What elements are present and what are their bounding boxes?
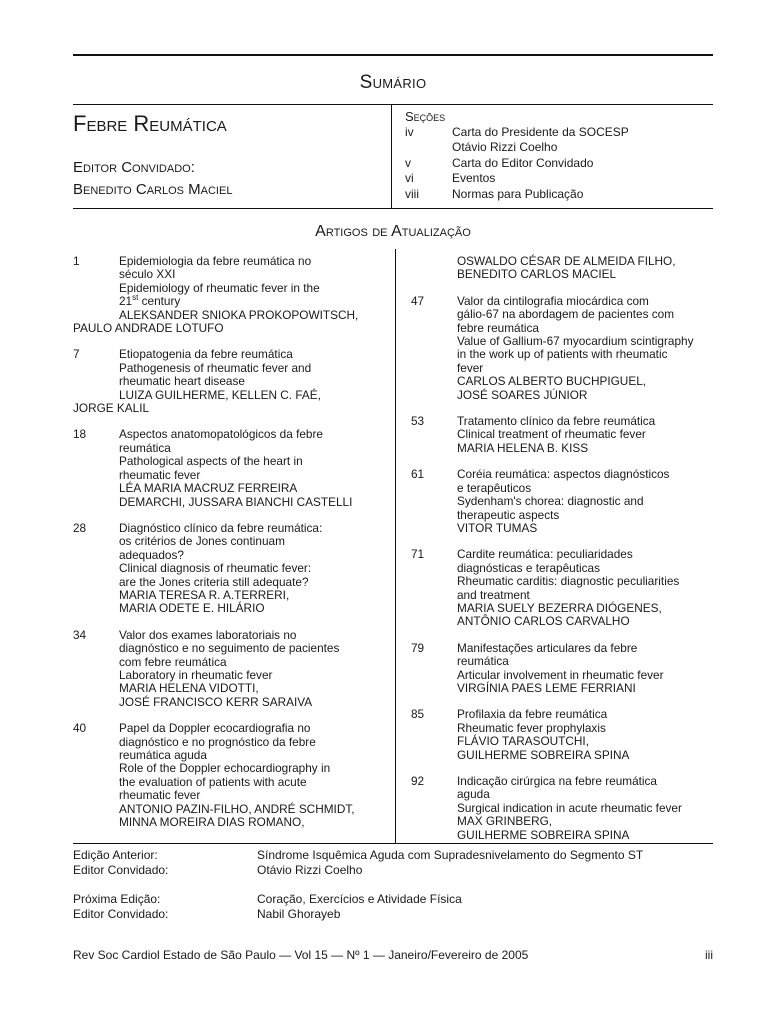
article-title-line: Epidemiology of rheumatic fever in the	[119, 280, 320, 295]
article-page: 34	[73, 627, 87, 642]
article-entry	[411, 708, 713, 762]
article-authors: MARIA HELENA VIDOTTI,	[119, 681, 259, 696]
article-title-line: and treatment	[457, 587, 530, 602]
next-editor-value: Nabil Ghorayeb	[257, 907, 341, 921]
article-title-line: rheumatic fever	[119, 788, 201, 803]
article-authors: LÉA MARIA MACRUZ FERREIRA	[119, 481, 298, 496]
article-entry	[411, 468, 713, 535]
article-title-line: febre reumática	[457, 320, 539, 335]
article-body	[457, 708, 713, 762]
article-title-line: Epidemiologia da febre reumática no	[119, 254, 312, 268]
article-title-line: Diagnóstico clínico da febre reumática:	[119, 520, 323, 535]
article-title-line: Clinical treatment of rheumatic fever	[457, 427, 646, 442]
article-title-line: adequados?	[119, 547, 184, 562]
article-row	[411, 642, 713, 696]
secoes-list	[405, 125, 629, 203]
article-title-line: Indicação cirúrgica na febre reumática	[457, 774, 657, 788]
article-authors: GUILHERME SOBREIRA SPINA	[457, 747, 630, 762]
ordinal-suffix: st	[132, 293, 139, 303]
article-title-line: Clinical diagnosis of rheumatic fever:	[119, 561, 312, 576]
prev-editor-row	[73, 863, 713, 878]
articles-left-column	[73, 249, 396, 843]
article-authors: JOSÉ SOARES JÚNIOR	[457, 387, 588, 402]
article-title-line: Laboratory in rheumatic fever	[119, 667, 273, 682]
article-body	[457, 255, 713, 282]
article-authors: FLÁVIO TARASOUTCHI,	[457, 734, 589, 749]
article-page: 1	[73, 254, 80, 268]
article-page: 53	[411, 414, 425, 429]
article-body	[119, 722, 395, 829]
article-title-line: Value of Gallium-67 myocardium scintigraphy	[457, 334, 694, 349]
articles-right-column	[396, 249, 713, 843]
article-authors: PAULO ANDRADE LOTUFO	[73, 321, 224, 336]
article-authors: VIRGÍNIA PAES LEME FERRIANI	[457, 680, 636, 695]
next-edition-value: Coração, Exercícios e Atividade Física	[257, 892, 462, 906]
article-title-line: e terapêuticos	[457, 480, 532, 495]
secoes-block	[392, 105, 629, 208]
article-row	[73, 522, 395, 616]
issue-topic: Febre Reumática	[73, 111, 227, 136]
article-body	[457, 642, 713, 696]
article-row	[73, 629, 395, 709]
article-authors: ANTONIO PAZIN-FILHO, ANDRÉ SCHMIDT,	[119, 801, 355, 816]
article-title-line: Rheumatic fever prophylaxis	[457, 720, 606, 735]
article-page: 85	[411, 707, 425, 722]
prev-edition-row	[73, 848, 713, 863]
article-title-line: diagnóstico e no seguimento de pacientes	[119, 641, 340, 656]
article-entry	[73, 522, 395, 616]
article-page: 71	[411, 547, 425, 562]
secao-page: viii	[405, 186, 419, 201]
secao-page	[405, 140, 452, 156]
secao-title: Otávio Rizzi Coelho	[452, 140, 558, 154]
toc-page	[73, 54, 713, 922]
article-authors: MINNA MOREIRA DIAS ROMANO,	[119, 815, 305, 830]
journal-citation	[73, 948, 713, 962]
issue-topic-block	[73, 105, 392, 208]
article-entry	[411, 255, 713, 282]
article-page: 92	[411, 774, 425, 788]
article-body	[119, 522, 395, 616]
secao-title: Carta do Editor Convidado	[452, 155, 594, 170]
article-body	[457, 548, 713, 628]
article-body	[119, 255, 395, 322]
editions-block	[73, 844, 713, 922]
article-title-line: Rheumatic carditis: diagnostic peculiarities	[457, 574, 680, 589]
article-authors: ANTÔNIO CARLOS CARVALHO	[457, 614, 630, 629]
article-row	[411, 468, 713, 535]
article-authors: MARIA HELENA B. KISS	[457, 440, 589, 455]
prev-editor-value: Otávio Rizzi Coelho	[257, 863, 363, 877]
article-page	[411, 255, 457, 282]
article-page: 18	[73, 427, 87, 442]
article-row	[411, 775, 713, 842]
ordinal-number: 21	[119, 294, 133, 309]
article-title-line: Articular involvement in rheumatic fever	[457, 667, 664, 682]
secao-title: Normas para Publicação	[452, 186, 584, 201]
article-page: 47	[411, 293, 425, 308]
article-row	[411, 415, 713, 455]
article-row	[411, 255, 713, 282]
article-entry	[411, 642, 713, 696]
secao-item	[405, 187, 629, 203]
article-title-line: Valor dos exames laboratoriais no	[119, 627, 297, 642]
article-title-line: Tratamento clínico da febre reumática	[457, 414, 656, 429]
article-authors: OSWALDO CÉSAR DE ALMEIDA FILHO,	[457, 254, 676, 268]
article-title-line: com febre reumática	[119, 654, 227, 669]
article-title-line: Coréia reumática: aspectos diagnósticos	[457, 467, 670, 482]
article-title-line: reumática aguda	[119, 748, 207, 762]
article-authors: MAX GRINBERG,	[457, 814, 553, 829]
issue-header	[73, 105, 713, 208]
secao-item	[405, 125, 629, 141]
article-title-line: Pathogenesis of rheumatic fever and	[119, 360, 312, 375]
article-title-line: in the work up of patients with rheumatic	[457, 347, 668, 362]
article-title-line: Role of the Doppler echocardiography in	[119, 761, 331, 776]
article-title-line: Etiopatogenia da febre reumática	[119, 347, 293, 362]
next-editor-row	[73, 907, 713, 922]
article-authors: ALEKSANDER SNIOKA PROKOPOWITSCH,	[119, 307, 359, 322]
prev-edition-label: Edição Anterior:	[73, 848, 158, 862]
article-page: 79	[411, 640, 425, 655]
editor-label: Editor Convidado:	[73, 159, 195, 176]
article-title-line: gálio-67 na abordagem de pacientes com	[457, 307, 675, 322]
article-entry	[73, 629, 395, 709]
article-authors: MARIA ODETE E. HILÁRIO	[119, 601, 265, 616]
secao-title: Eventos	[452, 171, 496, 185]
prev-edition-value: Síndrome Isquêmica Aguda com Supradesnivelamento do Segmento ST	[257, 848, 644, 862]
article-entry	[411, 775, 713, 842]
article-page: 40	[73, 721, 87, 736]
article-body	[119, 348, 395, 402]
article-page: 7	[73, 347, 80, 362]
article-title-line: reumática	[119, 440, 171, 455]
article-row	[73, 722, 395, 829]
editor-name: Benedito Carlos Maciel	[73, 181, 233, 198]
article-page: 28	[73, 520, 87, 535]
article-title-line: rheumatic heart disease	[119, 374, 245, 389]
article-row	[411, 708, 713, 762]
next-editor-label: Editor Convidado:	[73, 907, 169, 921]
article-entry	[411, 295, 713, 402]
article-page: 61	[411, 467, 425, 482]
article-title-line: Aspectos anatomopatológicos da febre	[119, 427, 323, 442]
next-edition-row	[73, 892, 713, 907]
article-entry	[411, 415, 713, 455]
article-title-line: Papel da Doppler ecocardiografia no	[119, 721, 311, 736]
article-authors: MARIA SUELY BEZERRA DIÓGENES,	[457, 600, 662, 615]
article-row	[411, 548, 713, 628]
article-authors: JOSÉ FRANCISCO KERR SARAIVA	[119, 694, 313, 709]
secoes-title: Seções	[405, 109, 446, 124]
article-title-line: the evaluation of patients with acute	[119, 774, 307, 789]
article-body	[119, 428, 395, 508]
article-title-line	[119, 295, 395, 308]
article-title-line: diagnóstico e no prognóstico da febre	[119, 734, 316, 749]
article-title-line: are the Jones criteria still adequate?	[119, 574, 309, 589]
article-body	[457, 468, 713, 535]
article-title-line: Surgical indication in acute rheumatic fever	[457, 800, 682, 815]
secao-item	[405, 171, 629, 187]
ordinal-rest: century	[138, 294, 181, 309]
article-authors: GUILHERME SOBREIRA SPINA	[457, 827, 630, 842]
secao-page: v	[405, 155, 411, 170]
article-entry	[411, 548, 713, 628]
article-authors: VITOR TUMAS	[457, 520, 538, 535]
article-entry	[73, 255, 395, 335]
article-title-line: os critérios de Jones continuam	[119, 534, 285, 549]
article-authors: BENEDITO CARLOS MACIEL	[457, 267, 617, 282]
article-title-line: Sydenham's chorea: diagnostic and	[457, 494, 644, 509]
article-title-line: fever	[457, 360, 484, 375]
article-row	[73, 255, 395, 322]
secao-page: iv	[405, 124, 414, 139]
article-row	[73, 428, 395, 508]
article-title-line: reumática	[457, 654, 509, 669]
secao-item	[405, 140, 629, 156]
article-body	[457, 775, 713, 842]
article-row	[73, 348, 395, 402]
article-entry	[73, 428, 395, 508]
secao-title: Carta do Presidente da SOCESP	[452, 124, 629, 139]
prev-editor-label: Editor Convidado:	[73, 863, 169, 877]
article-entry	[73, 348, 395, 415]
article-title-line: Profilaxia da febre reumática	[457, 707, 608, 722]
article-title-line: diagnósticas e terapêuticas	[457, 560, 600, 575]
article-title-line: século XXI	[119, 267, 176, 282]
articles-columns	[73, 249, 713, 843]
article-title-line: Manifestações articulares da febre	[457, 640, 638, 655]
article-authors: MARIA TERESA R. A.TERRERI,	[119, 587, 290, 602]
article-row	[411, 295, 713, 402]
article-authors: LUIZA GUILHERME, KELLEN C. FAÉ,	[119, 387, 321, 402]
article-title-line: rheumatic fever	[119, 467, 201, 482]
page-number: iii	[705, 948, 713, 962]
article-title-line: therapeutic aspects	[457, 507, 560, 522]
article-body	[457, 415, 713, 455]
article-entry	[73, 722, 395, 829]
secao-page: vi	[405, 171, 414, 185]
next-edition-label: Próxima Edição:	[73, 892, 161, 906]
article-title-line: aguda	[457, 787, 490, 802]
citation-text: Rev Soc Cardiol Estado de São Paulo — Vol 15 — Nº 1 — Janeiro/Fevereiro de 2005	[73, 948, 529, 962]
article-title-line: Cardite reumática: peculiaridades	[457, 547, 633, 562]
secao-item	[405, 156, 629, 172]
article-authors: CARLOS ALBERTO BUCHPIGUEL,	[457, 374, 647, 389]
article-authors: DEMARCHI, JUSSARA BIANCHI CASTELLI	[119, 494, 353, 509]
article-title-line: Valor da cintilografia miocárdica com	[457, 293, 649, 308]
article-body	[457, 295, 713, 402]
page-title: Sumário	[359, 72, 427, 93]
article-body	[119, 629, 395, 709]
section-title: Artigos de Atualização	[315, 223, 471, 240]
article-title-line: Pathological aspects of the heart in	[119, 454, 303, 469]
article-authors: JORGE KALIL	[73, 401, 150, 416]
